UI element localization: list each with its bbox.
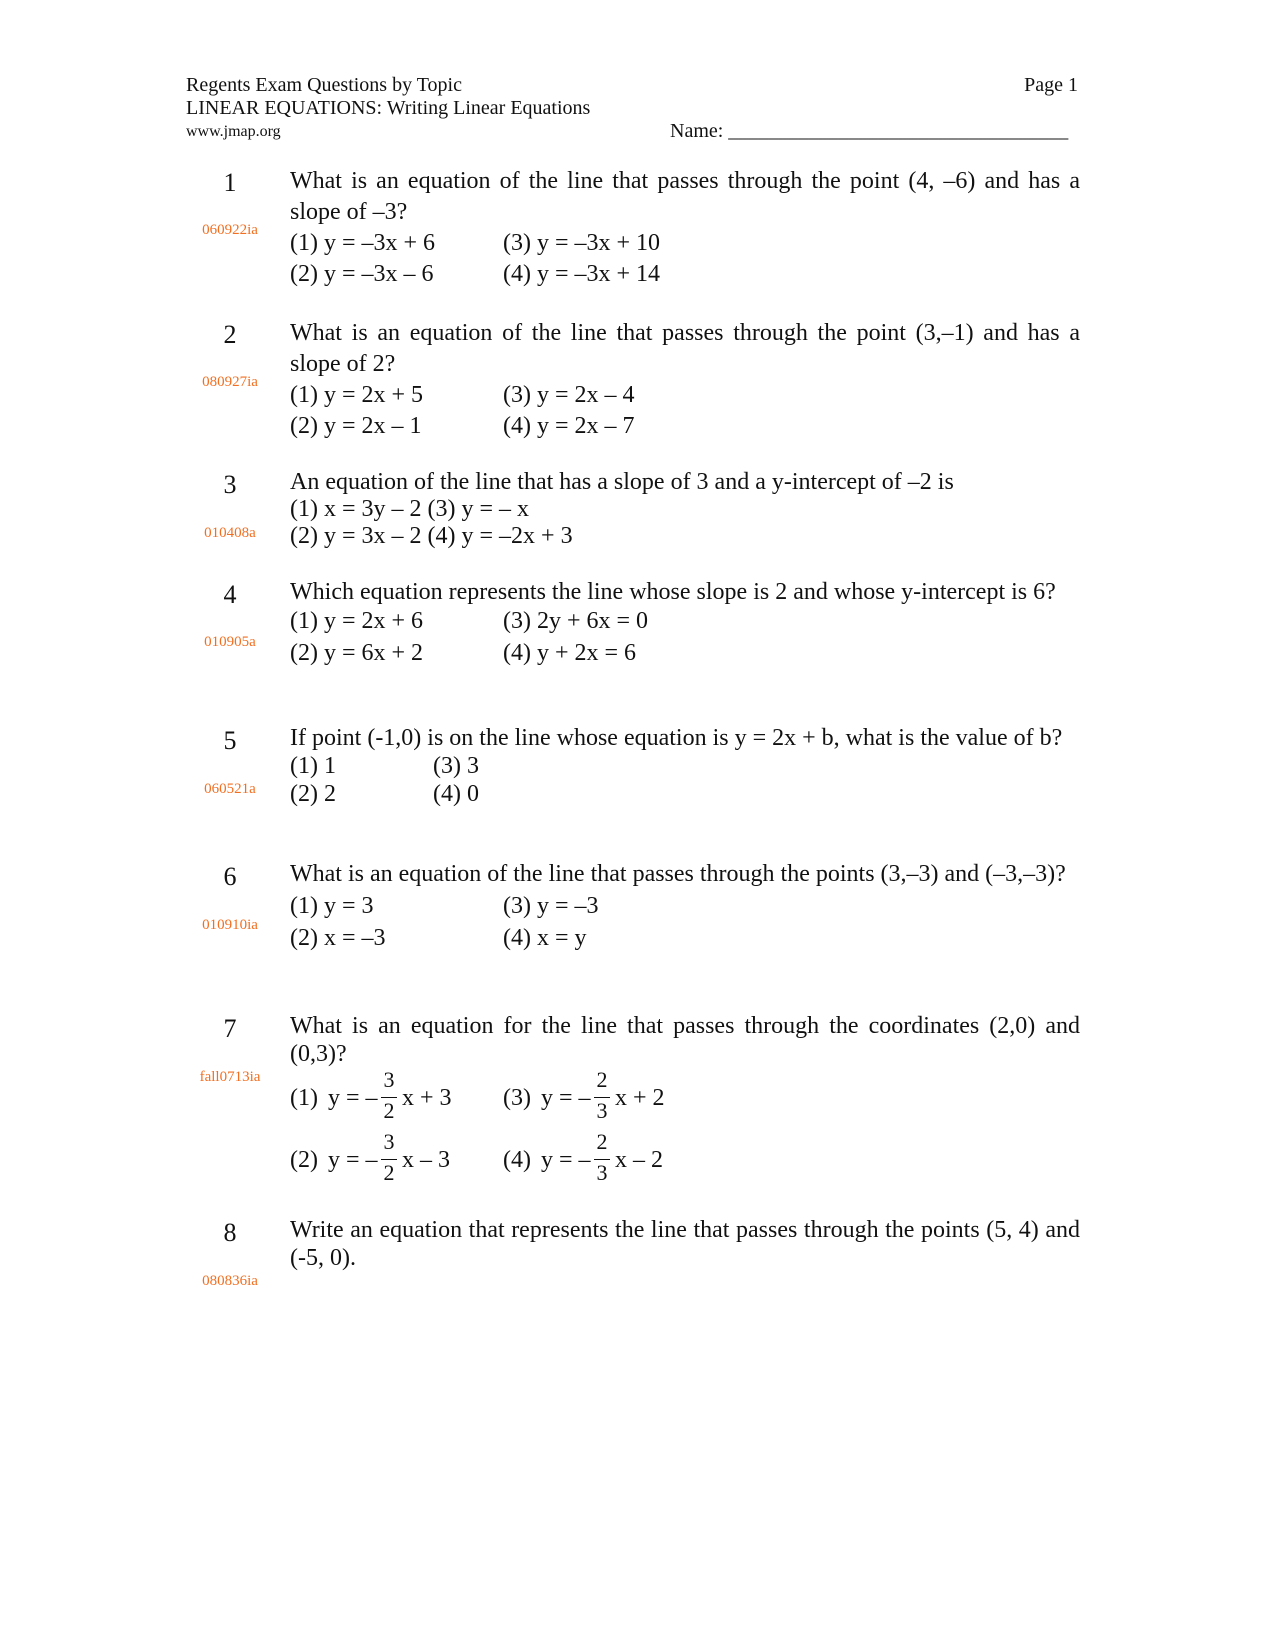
question-number: 2 [223,320,237,349]
fraction [380,1129,398,1188]
choice-2[interactable]: (2) x = –3 [290,925,386,951]
choice-1[interactable] [290,1067,480,1126]
topic-title: LINEAR EQUATIONS: Writing Linear Equations [186,97,591,119]
question-body [290,724,1080,808]
page-number: Page 1 [1024,74,1078,96]
question-number: 3 [223,470,237,499]
question-body [290,166,1080,292]
choice-suffix: x – 3 [402,1147,450,1173]
choice-1[interactable]: (1) 1 [290,753,336,779]
choice-2[interactable] [290,1129,480,1188]
choice-2[interactable]: (2) 2 [290,781,336,807]
fraction [593,1129,611,1188]
fraction [593,1067,611,1126]
answer-choices [290,891,1080,955]
question-text: What is an equation of the line that passes through the point (4, –6) and has a slope of –3? [290,168,1080,225]
question-code: 060922ia [202,222,258,238]
question-body [290,578,1080,670]
answer-choices [290,380,1080,444]
choice-prefix: y = – [541,1085,591,1111]
question-number: 5 [223,726,237,755]
fraction-denominator: 3 [596,1098,608,1123]
question-body [290,318,1080,444]
website-link[interactable]: www.jmap.org [186,123,281,140]
fraction-numerator: 3 [383,1067,395,1092]
choice-label: (1) [290,1085,318,1111]
fraction-numerator: 3 [383,1129,395,1154]
question-text: What is an equation of the line that passes through the point (3,–1) and has a slope of 2? [290,320,1080,377]
name-field: Name: __________________________________ [670,120,1069,142]
choice-1[interactable]: (1) y = –3x + 6 [290,230,436,256]
choice-4[interactable]: (4) x = y [503,925,587,951]
choice-4[interactable]: (4) y + 2x = 6 [503,640,637,666]
answer-choices [290,606,1080,670]
question-number: 6 [223,862,237,891]
question-code: fall0713ia [199,1069,261,1085]
question-text: What is an equation of the line that passes through the points (3,–3) and (–3,–3)? [290,861,1066,887]
choice-2[interactable]: (2) y = 2x – 1 [290,413,422,439]
choice-3[interactable]: (3) y = 2x – 4 [503,382,635,408]
question-code: 010408a [204,525,256,541]
fraction-numerator: 2 [596,1067,608,1092]
choice-line-2[interactable]: (2) y = 3x – 2 (4) y = –2x + 3 [290,523,573,549]
question-text: Write an equation that represents the line that passes through the points (5, 4) and (-5, 0). [290,1217,1080,1271]
question-text: What is an equation for the line that passes through the coordinates (2,0) and (0,3)? [290,1013,1080,1067]
choice-label: (4) [503,1147,531,1173]
choice-label: (3) [503,1085,531,1111]
question-number: 4 [223,580,237,609]
fraction-numerator: 2 [596,1129,608,1154]
choice-prefix: y = – [541,1147,591,1173]
question-code: 080927ia [202,374,258,390]
question-body [290,468,1080,552]
question-body [290,1216,1080,1272]
choice-prefix: y = – [328,1085,378,1111]
answer-choices [290,1067,1080,1194]
question-text: If point (-1,0) is on the line whose equation is y = 2x + b, what is the value of b? [290,725,1063,751]
choice-4[interactable]: (4) y = 2x – 7 [503,413,635,439]
choice-line-1[interactable]: (1) x = 3y – 2 (3) y = – x [290,496,530,522]
choice-label: (2) [290,1147,318,1173]
question-code: 010910ia [202,917,258,933]
choice-1[interactable]: (1) y = 2x + 5 [290,382,424,408]
choice-1[interactable]: (1) y = 3 [290,893,374,919]
choice-4[interactable] [503,1129,693,1188]
choice-suffix: x + 3 [402,1085,452,1111]
answer-choices [290,752,1080,808]
choice-3[interactable] [503,1067,693,1126]
choice-suffix: x – 2 [615,1147,663,1173]
question-code: 060521a [204,781,256,797]
question-text: Which equation represents the line whose slope is 2 and whose y-intercept is 6? [290,579,1056,605]
question-number: 1 [223,168,237,197]
question-text: An equation of the line that has a slope of 3 and a y-intercept of –2 is [290,469,954,495]
question-number: 7 [223,1014,237,1043]
fraction-denominator: 3 [596,1160,608,1185]
page-header [186,74,1078,154]
document-title: Regents Exam Questions by Topic [186,74,462,96]
question-body [290,1012,1080,1194]
choice-1[interactable]: (1) y = 2x + 6 [290,608,424,634]
choice-suffix: x + 2 [615,1085,665,1111]
question-body [290,860,1080,955]
choice-2[interactable]: (2) y = –3x – 6 [290,261,434,287]
question-code: 010905a [204,634,256,650]
fraction [380,1067,398,1126]
question-code: 080836ia [202,1273,258,1289]
choice-4[interactable]: (4) 0 [433,781,479,807]
choice-3[interactable]: (3) 3 [433,753,479,779]
question-number: 8 [223,1218,237,1247]
choice-3[interactable]: (3) y = –3x + 10 [503,230,661,256]
choice-4[interactable]: (4) y = –3x + 14 [503,261,661,287]
answer-choices [290,496,1080,552]
fraction-denominator: 2 [383,1160,395,1185]
fraction-denominator: 2 [383,1098,395,1123]
answer-choices [290,228,1080,292]
choice-2[interactable]: (2) y = 6x + 2 [290,640,424,666]
choice-3[interactable]: (3) 2y + 6x = 0 [503,608,649,634]
choice-3[interactable]: (3) y = –3 [503,893,599,919]
header-left [186,74,746,143]
choice-prefix: y = – [328,1147,378,1173]
